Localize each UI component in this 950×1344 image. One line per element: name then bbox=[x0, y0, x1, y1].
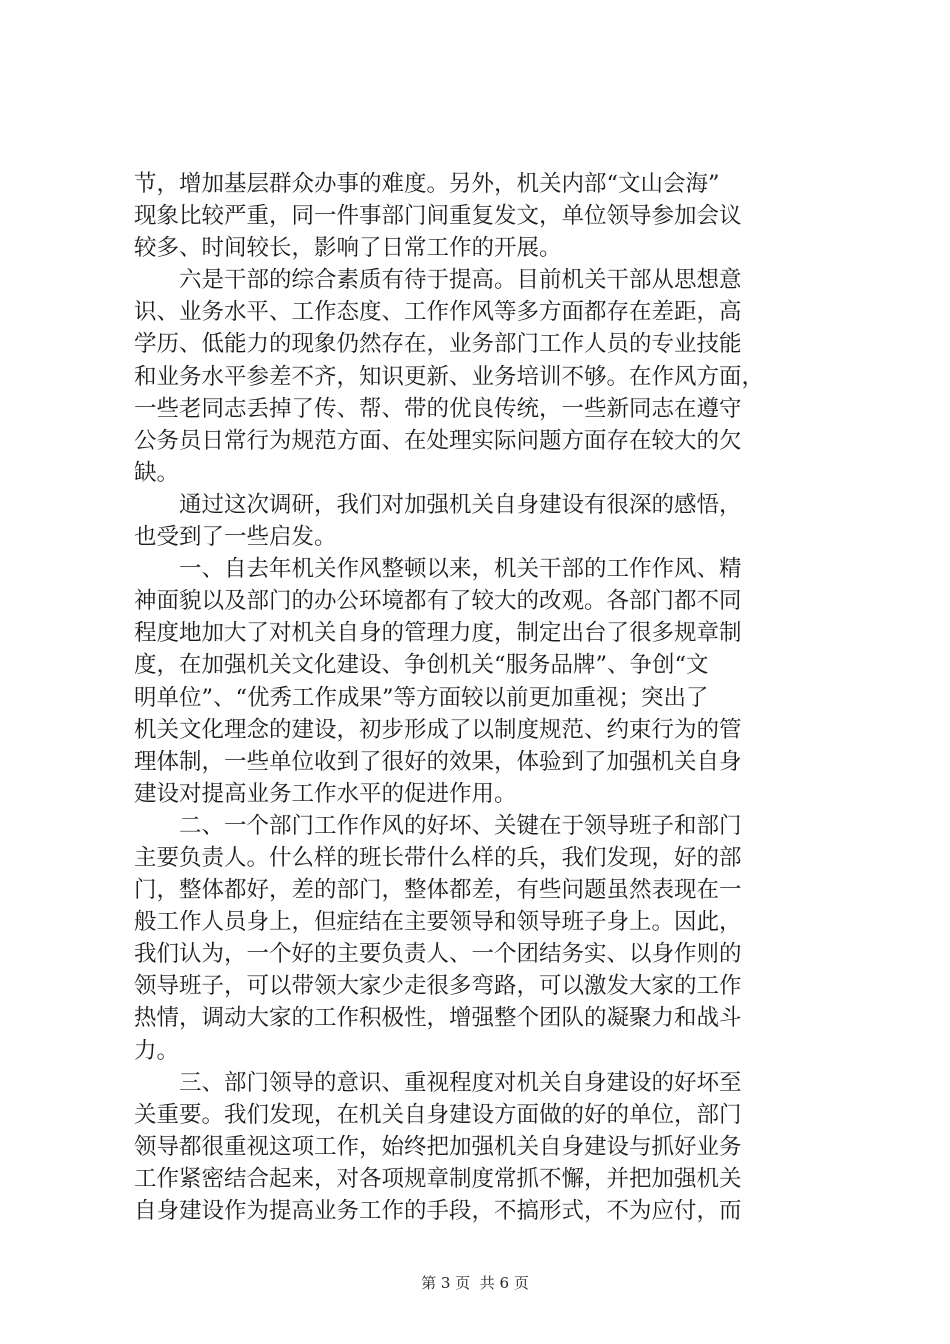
text-line: 关重要。我们发现，在机关自身建设方面做的好的单位，部门 bbox=[134, 1101, 742, 1128]
paragraph-start-line: 六是干部的综合素质有待于提高。目前机关干部从思想意 bbox=[134, 267, 742, 294]
text-line: 和业务水平参差不齐，知识更新、业务培训不够。在作风方面， bbox=[134, 363, 765, 390]
page-number-footer: 第 3 页 共 6 页 bbox=[421, 1274, 529, 1292]
paragraph-start-line: 二、一个部门工作作风的好坏、关键在于领导班子和部门 bbox=[134, 812, 742, 839]
text-line: 自身建设作为提高业务工作的手段，不搞形式，不为应付，而 bbox=[134, 1198, 742, 1224]
text-line: 节，增加基层群众办事的难度。另外，机关内部“文山会海” bbox=[134, 171, 720, 197]
paragraph-start-line: 通过这次调研，我们对加强机关自身建设有很深的感悟， bbox=[134, 491, 742, 518]
text-line: 现象比较严重，同一件事部门间重复发文，单位领导参加会议 bbox=[134, 203, 742, 230]
text-line: 较多、时间较长，影响了日常工作的开展。 bbox=[134, 235, 562, 262]
text-line: 工作紧密结合起来，对各项规章制度常抓不懈，并把加强机关 bbox=[134, 1165, 742, 1192]
text-line: 我们认为，一个好的主要负责人、一个团结务实、以身作则的 bbox=[134, 941, 742, 968]
text-line: 理体制，一些单位收到了很好的效果，体验到了加强机关自身 bbox=[134, 748, 742, 775]
text-line: 主要负责人。什么样的班长带什么样的兵，我们发现，好的部 bbox=[134, 844, 742, 871]
paragraph-start-line: 三、部门领导的意识、重视程度对机关自身建设的好坏至 bbox=[134, 1069, 742, 1096]
text-line: 程度地加大了对机关自身的管理力度，制定出台了很多规章制 bbox=[134, 620, 742, 647]
text-line: 领导班子，可以带领大家少走很多弯路，可以激发大家的工作 bbox=[134, 973, 742, 1000]
text-line: 神面貌以及部门的办公环境都有了较大的改观。各部门都不同 bbox=[134, 588, 742, 615]
text-line: 学历、低能力的现象仍然存在，业务部门工作人员的专业技能 bbox=[134, 331, 742, 358]
text-line: 般工作人员身上，但症结在主要领导和领导班子身上。因此， bbox=[134, 909, 742, 936]
text-line: 力。 bbox=[134, 1037, 180, 1064]
paragraph-start-line: 一、自去年机关作风整顿以来，机关干部的工作作风、精 bbox=[134, 556, 742, 583]
text-line: 识、业务水平、工作态度、工作作风等多方面都存在差距，高 bbox=[134, 299, 742, 326]
text-line: 缺。 bbox=[134, 459, 180, 486]
body-text bbox=[134, 168, 830, 1227]
text-line: 门，整体都好，差的部门，整体都差，有些问题虽然表现在一 bbox=[134, 877, 742, 904]
text-line: 领导都很重视这项工作，始终把加强机关自身建设与抓好业务 bbox=[134, 1133, 742, 1160]
text-line: 明单位”、“优秀工作成果”等方面较以前更加重视；突出了 bbox=[134, 684, 709, 711]
text-line: 一些老同志丢掉了传、帮、带的优良传统，一些新同志在遵守 bbox=[134, 395, 742, 422]
text-line: 建设对提高业务工作水平的促进作用。 bbox=[134, 780, 517, 807]
text-line: 度，在加强机关文化建设、争创机关“服务品牌”、争创“文 bbox=[134, 652, 709, 679]
text-line: 热情，调动大家的工作积极性，增强整个团队的凝聚力和战斗 bbox=[134, 1005, 742, 1032]
text-line: 机关文化理念的建设，初步形成了以制度规范、约束行为的管 bbox=[134, 716, 742, 743]
text-line: 也受到了一些启发。 bbox=[134, 524, 337, 551]
text-line: 公务员日常行为规范方面、在处理实际问题方面存在较大的欠 bbox=[134, 427, 742, 454]
